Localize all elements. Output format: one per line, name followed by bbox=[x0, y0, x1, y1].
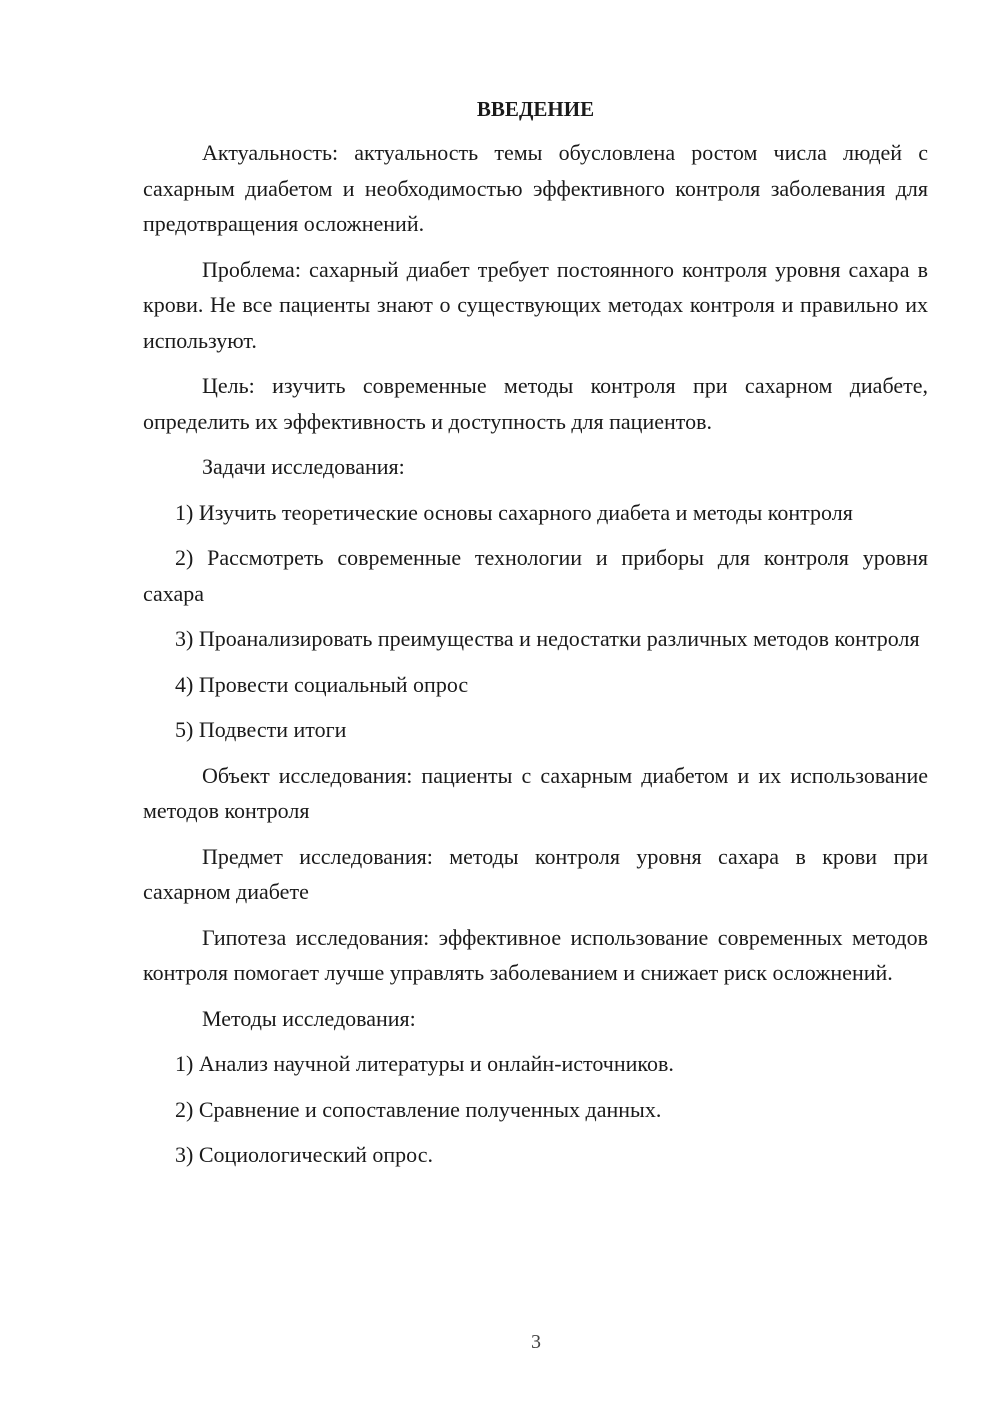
task-item: 5) Подвести итоги bbox=[175, 717, 347, 742]
method-item: 3) Социологический опрос. bbox=[175, 1142, 433, 1167]
page-title: ВВЕДЕНИЕ bbox=[476, 97, 595, 121]
tasks-heading: Задачи исследования: bbox=[202, 454, 405, 479]
goal-paragraph: Цель: изучить современные методы контроля при сахарном диабете, определить их эффективность и доступность для пациентов. bbox=[143, 373, 928, 434]
method-item: 1) Анализ научной литературы и онлайн-источников. bbox=[175, 1051, 674, 1076]
hypothesis-paragraph: Гипотеза исследования: эффективное использование современных методов контроля помогает лучше управлять заболеванием и снижает риск осложнений. bbox=[143, 924, 928, 985]
method-item: 2) Сравнение и сопоставление полученных данных. bbox=[175, 1096, 662, 1122]
subject-paragraph: Предмет исследования: методы контроля уровня сахара в крови при сахарном диабете bbox=[143, 843, 928, 904]
document-page bbox=[143, 92, 928, 1183]
task-item: 1) Изучить теоретические основы сахарного диабета и методы контроля bbox=[175, 499, 853, 525]
page-number: 3 bbox=[531, 1331, 541, 1353]
methods-heading: Методы исследования: bbox=[202, 1005, 416, 1031]
task-item: 4) Провести социальный опрос bbox=[175, 671, 469, 697]
problem-paragraph: Проблема: сахарный диабет требует постоянного контроля уровня сахара в крови. Не все пациенты знают о существующих методах контроля и правильно их используют. bbox=[143, 256, 928, 353]
relevance-paragraph: Актуальность: актуальность темы обусловлена ростом числа людей с сахарным диабетом и необходимостью эффективного контроля заболевания для предотвращения осложнений. bbox=[143, 140, 928, 236]
object-paragraph: Объект исследования: пациенты с сахарным диабетом и их использование методов контроля bbox=[143, 762, 928, 823]
task-item: 3) Проанализировать преимущества и недостатки различных методов контроля bbox=[175, 626, 920, 651]
task-item: 2) Рассмотреть современные технологии и приборы для контроля уровня сахара bbox=[143, 545, 928, 606]
